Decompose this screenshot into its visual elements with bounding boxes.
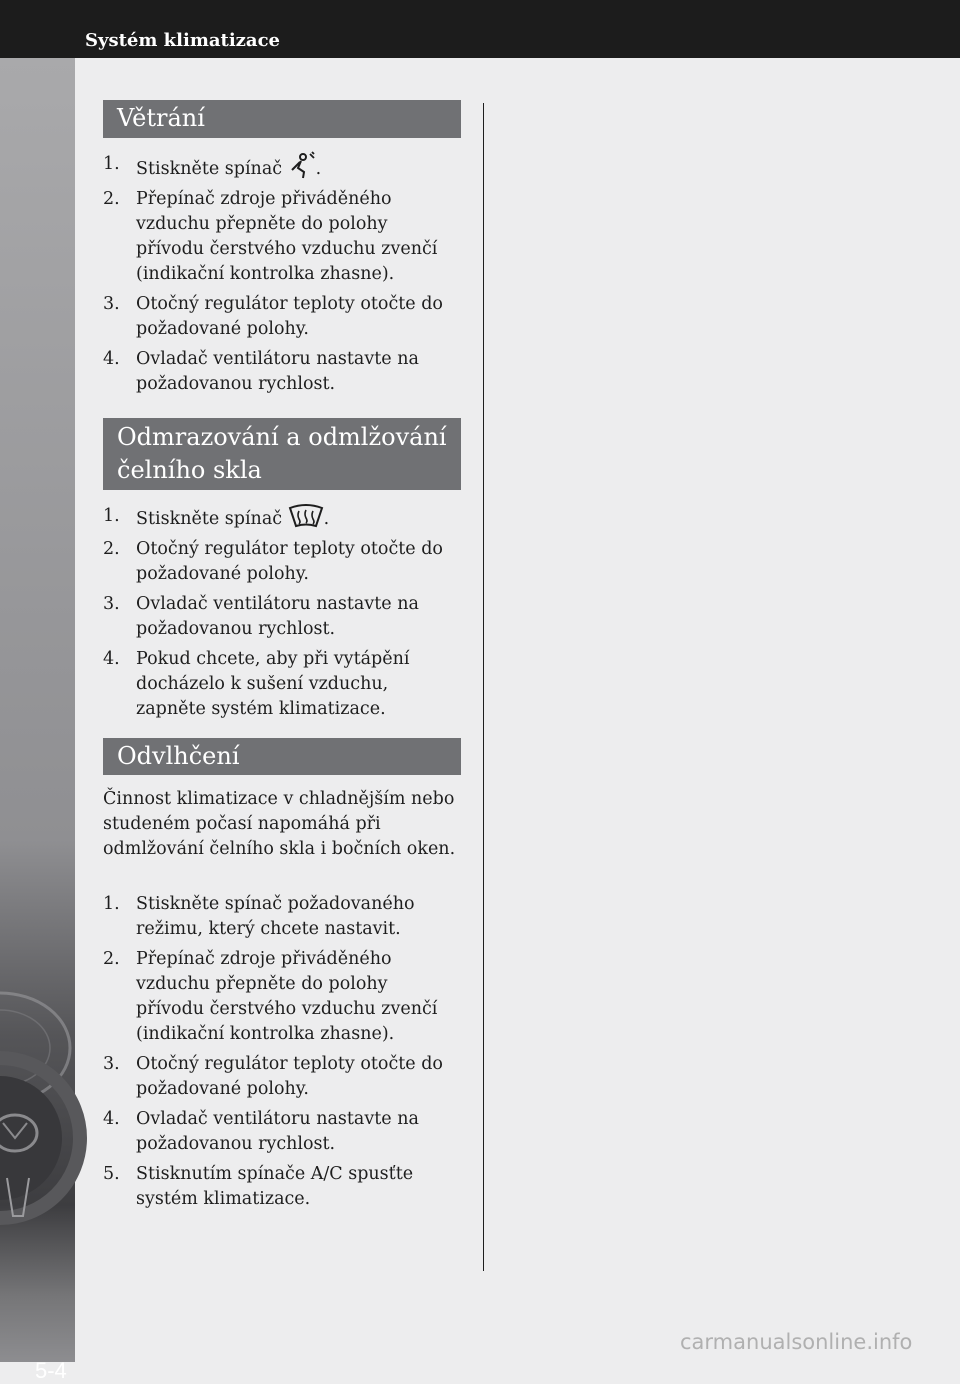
list-item	[103, 152, 461, 182]
list-item	[103, 1052, 461, 1102]
list-item	[103, 537, 461, 587]
steering-wheel-image	[0, 988, 75, 1228]
ventilation-mode-icon	[288, 152, 316, 178]
step-text: Ovladač ventilátoru nastavte na požadovanou rychlost.	[136, 1109, 419, 1154]
step-number: 1.	[103, 894, 120, 914]
site-watermark: carmanualsonline.info	[680, 1330, 913, 1354]
page-number: 5-4	[35, 1358, 67, 1383]
step-text: Otočný regulátor teploty otočte do požadované polohy.	[136, 539, 443, 584]
step-text: Otočný regulátor teploty otočte do požadované polohy.	[136, 1054, 443, 1099]
step-number: 4.	[103, 1109, 120, 1129]
section-heading-vetrani	[103, 100, 461, 138]
list-item	[103, 947, 461, 1047]
section-heading-text: čelního skla	[117, 456, 262, 484]
step-number: 4.	[103, 649, 120, 669]
step-text: Stiskněte spínač požadovaného režimu, který chcete nastavit.	[136, 894, 415, 939]
steps-list-vetrani	[103, 152, 461, 397]
list-item	[103, 592, 461, 642]
intro-paragraph: Činnost klimatizace v chladnějším nebo studeném počasí napomáhá při odmlžování čelního skla i bočních oken.	[103, 789, 456, 859]
step-text: Otočný regulátor teploty otočte do požadované polohy.	[136, 294, 443, 339]
chapter-title: Systém klimatizace	[85, 30, 280, 51]
section-heading-text: Odmrazování a odmlžování	[117, 423, 447, 451]
step-text: Stisknutím spínače A/C spusťte systém klimatizace.	[136, 1164, 414, 1209]
list-item	[103, 1162, 461, 1212]
step-number: 5.	[103, 1164, 120, 1184]
step-number: 3.	[103, 294, 120, 314]
step-text: Stiskněte spínač	[136, 509, 288, 529]
side-tab	[0, 58, 75, 1383]
step-number: 1.	[103, 506, 120, 526]
step-text-end: .	[315, 159, 322, 179]
windshield-defroster-icon	[288, 504, 324, 528]
section-heading-text: Odvlhčení	[117, 742, 240, 770]
list-item	[103, 347, 461, 397]
page-header-bar	[0, 0, 960, 58]
step-number: 1.	[103, 154, 120, 174]
section-heading-odmrazovani	[103, 418, 461, 490]
step-text: Pokud chcete, aby při vytápění docházelo k sušení vzduchu, zapněte systém klimatizace.	[136, 649, 410, 719]
step-number: 3.	[103, 1054, 120, 1074]
step-text: Ovladač ventilátoru nastavte na požadovanou rychlost.	[136, 594, 419, 639]
step-text: Přepínač zdroje přiváděného vzduchu přepněte do polohy přívodu čerstvého vzduchu zvenčí (indikační kontrolka zhasne).	[136, 949, 438, 1044]
list-item	[103, 647, 461, 722]
step-text: Ovladač ventilátoru nastavte na požadovanou rychlost.	[136, 349, 419, 394]
section-heading-text: Větrání	[117, 104, 205, 132]
list-item	[103, 187, 461, 287]
step-text-end: .	[323, 509, 330, 529]
section-heading-odvlhceni	[103, 738, 461, 775]
step-text: Přepínač zdroje přiváděného vzduchu přepněte do polohy přívodu čerstvého vzduchu zvenčí (indikační kontrolka zhasne).	[136, 189, 438, 284]
step-number: 3.	[103, 594, 120, 614]
step-number: 2.	[103, 539, 120, 559]
column-divider	[483, 103, 484, 1271]
left-column	[103, 100, 461, 1217]
list-item	[103, 892, 461, 942]
list-item	[103, 1107, 461, 1157]
list-item	[103, 292, 461, 342]
step-number: 2.	[103, 189, 120, 209]
steps-list-odmrazovani	[103, 504, 461, 722]
step-number: 4.	[103, 349, 120, 369]
list-item	[103, 504, 461, 532]
steps-list-odvlhceni	[103, 892, 461, 1212]
step-number: 2.	[103, 949, 120, 969]
step-text: Stiskněte spínač	[136, 159, 288, 179]
